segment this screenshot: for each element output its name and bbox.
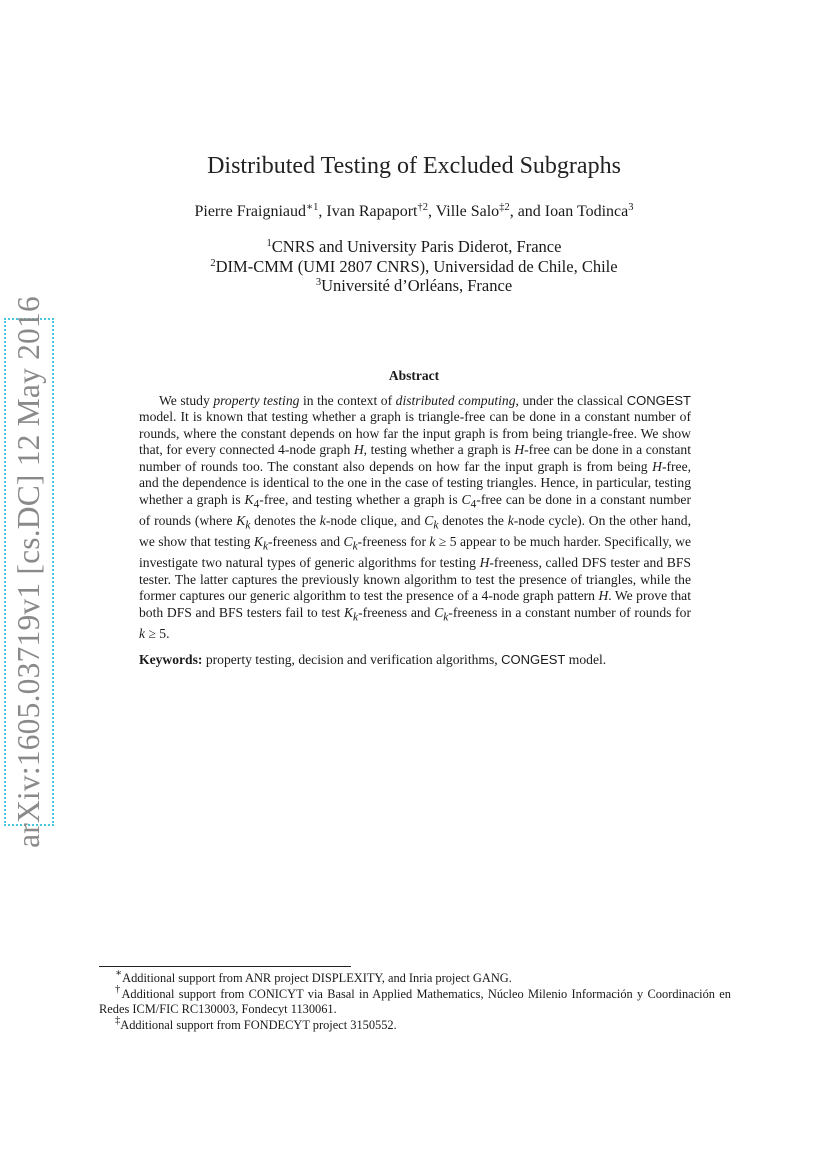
footnote-mark: ‡: [115, 1014, 121, 1026]
affiliation-text: Université d’Orléans, France: [321, 276, 513, 295]
author: Pierre Fraigniaud: [194, 203, 307, 220]
paper-title: Distributed Testing of Excluded Subgraphs: [207, 153, 621, 179]
author-mark: ‡2: [499, 202, 510, 213]
author-separator: ,: [427, 203, 436, 220]
footnote-text: Additional support from FONDECYT project 3150552.: [120, 1017, 397, 1032]
affiliation-text: CNRS and University Paris Diderot, France: [271, 237, 562, 256]
footnote-text: Additional support from CONICYT via Basal in Applied Mathematics, Núcleo Milenio Información y Coordinación en Redes ICM/FIC RC130003, Fondecyt 1130061.: [99, 986, 731, 1017]
author: Ville Salo: [435, 203, 500, 220]
footnote-1: [99, 968, 731, 987]
affiliation-mark: 3: [315, 277, 322, 288]
keyword-congest: CONGEST: [501, 652, 566, 667]
author-mark: †2: [417, 202, 428, 213]
author-separator: , and: [509, 203, 545, 220]
arxiv-identifier[interactable]: arXiv:1605.03719v1 [cs.DC] 12 May 2016: [11, 296, 46, 848]
keywords-label: Keywords:: [139, 652, 203, 667]
footnote-mark: ∗: [115, 968, 123, 979]
footnotes: [99, 968, 731, 1033]
affiliation-3: [0, 276, 828, 296]
affiliation-mark: 2: [210, 258, 216, 269]
author: Ivan Rapaport: [326, 203, 418, 220]
keywords-text: property testing, decision and verification algorithms,: [205, 652, 498, 667]
author-mark: ∗1: [306, 202, 319, 213]
affiliation-1: [0, 237, 828, 257]
footnote-mark: †: [115, 983, 122, 995]
author-list: [0, 203, 828, 221]
author-mark: 3: [628, 202, 634, 213]
keywords-text-end: model.: [568, 652, 607, 667]
affiliation-2: [0, 257, 828, 277]
author-separator: ,: [318, 203, 327, 220]
abstract-heading: Abstract: [388, 368, 440, 383]
footnote-2: [99, 983, 731, 1018]
abstract-body: We study property testing in the context of distributed computing, under the classical CONGEST model. It is known that testing whether a graph is triangle-free can be done in a constant number of rounds, where the constant depends on how far the input graph is from being triangle-free. We show that, for every connected 4-node graph H, testing whether a graph is H-free can be done in a constant number of rounds too. The constant also depends on how far the input graph is from being H-free, and the dependence is identical to the one in the case of testing triangles. Hence, in particular, testing whether a graph is $K_4$-free, and testing whether a graph is $C_4$-free can be done in a constant number of rounds (where $K_k$ denotes the k-node clique, and $C_k$ denotes the k-node cycle). On the other hand, we show that testing $K_k$-freeness and $C_k$-freeness for k ≥ 5 appear to be much harder. Specifically, we investigate two natural types of generic algorithms for testing H-freeness, called DFS tester and BFS tester. The latter captures the previously known algorithm to test the presence of triangles, while the former captures our generic algorithm to test the presence of a 4-node graph pattern H. We prove that both DFS and BFS testers fail to test $K_k$-freeness and $C_k$-freeness in a constant number of rounds for k ≥ 5.: [139, 393, 692, 641]
affiliation-mark: 1: [266, 238, 272, 249]
affiliation-text: DIM-CMM (UMI 2807 CNRS), Universidad de Chile, Chile: [215, 257, 618, 276]
keywords-line: [139, 652, 691, 668]
author: Ioan Todinca: [544, 203, 629, 220]
footnote-rule: [99, 966, 351, 967]
footnote-text: Additional support from ANR project DISPLEXITY, and Inria project GANG.: [122, 971, 512, 985]
footnote-3: [99, 1014, 731, 1034]
